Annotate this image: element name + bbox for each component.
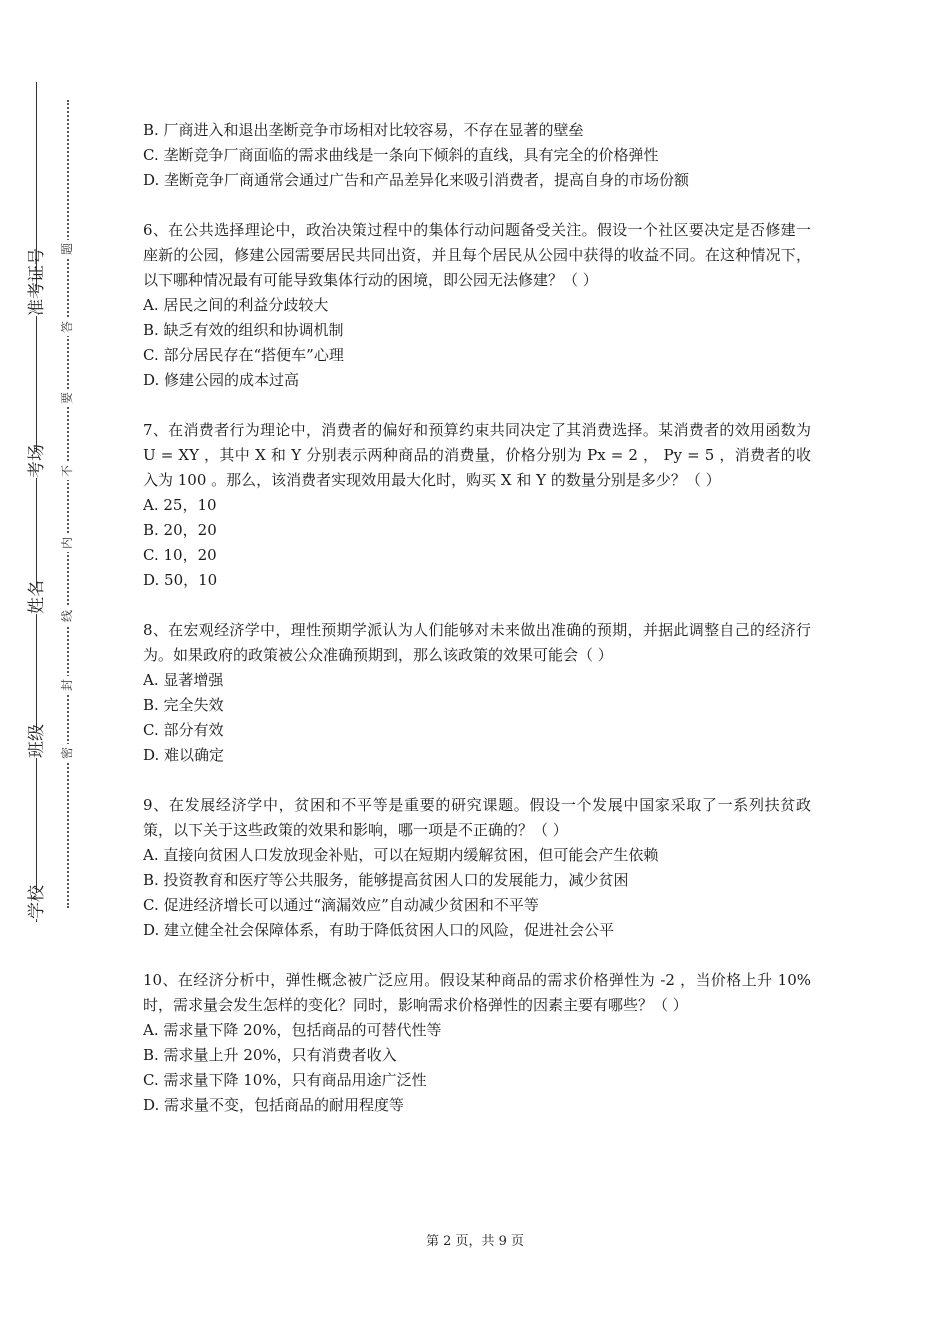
option-b: B. 20，20 bbox=[143, 521, 217, 539]
option-a: A. 直接向贫困人口发放现金补贴，可以在短期内缓解贫困，但可能会产生依赖 bbox=[143, 846, 659, 864]
questions-content bbox=[143, 118, 811, 1118]
option-d: D. 需求量不变，包括商品的耐用程度等 bbox=[143, 1096, 405, 1114]
school-label: 学校 bbox=[24, 893, 50, 919]
question-stem: 9、在发展经济学中，贫困和不平等是重要的研究课题。假设一个发展中国家采取了一系列扶贫政策，以下关于这些政策的效果和影响，哪一项是不正确的？（ ） bbox=[143, 796, 811, 839]
seal-char: 要 bbox=[58, 389, 76, 407]
option-c: C. 垄断竞争厂商面临的需求曲线是一条向下倾斜的直线，具有完全的价格弹性 bbox=[143, 146, 659, 164]
seal-char: 题 bbox=[58, 240, 76, 258]
option-d: D. 难以确定 bbox=[143, 746, 225, 764]
question-6 bbox=[143, 218, 811, 393]
option-b: B. 完全失效 bbox=[143, 696, 224, 714]
question-7 bbox=[143, 418, 811, 593]
binding-dotted-line bbox=[67, 100, 69, 908]
class-label: 班级 bbox=[24, 732, 50, 758]
name-label: 姓名 bbox=[24, 588, 50, 614]
question-9 bbox=[143, 793, 811, 943]
option-a: A. 居民之间的利益分歧较大 bbox=[143, 296, 329, 314]
question-stem: 8、在宏观经济学中，理性预期学派认为人们能够对未来做出准确的预期，并据此调整自己的经济行为。如果政府的政策被公众准确预期到，那么该政策的效果可能会（ ） bbox=[143, 621, 811, 664]
binding-margin bbox=[0, 0, 120, 1344]
seal-char: 封 bbox=[58, 676, 76, 694]
question-8 bbox=[143, 618, 811, 768]
seal-char: 不 bbox=[58, 462, 76, 480]
option-c: C. 部分有效 bbox=[143, 721, 224, 739]
question-5-continuation bbox=[143, 118, 811, 193]
option-b: B. 厂商进入和退出垄断竞争市场相对比较容易，不存在显著的壁垒 bbox=[143, 121, 584, 139]
question-stem: 7、在消费者行为理论中，消费者的偏好和预算约束共同决定了其消费选择。某消费者的效用函数为 U = XY ，其中 X 和 Y 分别表示两种商品的消费量，价格分别为 Px = 2 ， Py = 5 ，消费者的收入为 100 。那么，该消费者实现效用最大化时，购买 X 和 Y 的数量分别是多少？（ ） bbox=[143, 421, 811, 489]
option-a: A. 25，10 bbox=[143, 496, 217, 514]
option-d: D. 垄断竞争厂商通常会通过广告和产品差异化来吸引消费者，提高自身的市场份额 bbox=[143, 171, 690, 189]
question-stem: 10、在经济分析中，弹性概念被广泛应用。假设某种商品的需求价格弹性为 -2 ，当价格上升 10%时，需求量会发生怎样的变化？同时，影响需求价格弹性的因素主要有哪些？（ ） bbox=[143, 971, 811, 1014]
option-d: D. 50，10 bbox=[143, 571, 218, 589]
seal-char: 内 bbox=[58, 534, 76, 552]
option-a: A. 显著增强 bbox=[143, 671, 224, 689]
option-b: B. 需求量上升 20%，只有消费者收入 bbox=[143, 1046, 397, 1064]
seal-char: 答 bbox=[58, 318, 76, 336]
seal-char: 线 bbox=[58, 607, 76, 625]
question-stem: 6、在公共选择理论中，政治决策过程中的集体行动问题备受关注。假设一个社区要决定是否修建一座新的公园，修建公园需要居民共同出资，并且每个居民从公园中获得的收益不同。在这种情况下，以下哪种情况最有可能导致集体行动的困境，即公园无法修建？（ ） bbox=[143, 221, 811, 289]
option-c: C. 部分居民存在“搭便车”心理 bbox=[143, 346, 344, 364]
option-d: D. 建立健全社会保障体系，有助于降低贫困人口的风险，促进社会公平 bbox=[143, 921, 615, 939]
option-d: D. 修建公园的成本过高 bbox=[143, 371, 300, 389]
binding-solid-line bbox=[36, 82, 37, 922]
option-a: A. 需求量下降 20%，包括商品的可替代性等 bbox=[143, 1021, 442, 1039]
seal-char: 密 bbox=[58, 744, 76, 762]
option-c: C. 促进经济增长可以通过“滴漏效应”自动减少贫困和不平等 bbox=[143, 896, 539, 914]
option-c: C. 10，20 bbox=[143, 546, 217, 564]
page-number: 第 2 页，共 9 页 bbox=[425, 1234, 525, 1249]
option-b: B. 投资教育和医疗等公共服务，能够提高贫困人口的发展能力，减少贫困 bbox=[143, 871, 629, 889]
option-c: C. 需求量下降 10%，只有商品用途广泛性 bbox=[143, 1071, 427, 1089]
option-b: B. 缺乏有效的组织和协调机制 bbox=[143, 321, 344, 339]
exam-number-label: 准考证号 bbox=[24, 290, 50, 316]
exam-room-label: 考场 bbox=[24, 452, 50, 478]
question-10 bbox=[143, 968, 811, 1118]
